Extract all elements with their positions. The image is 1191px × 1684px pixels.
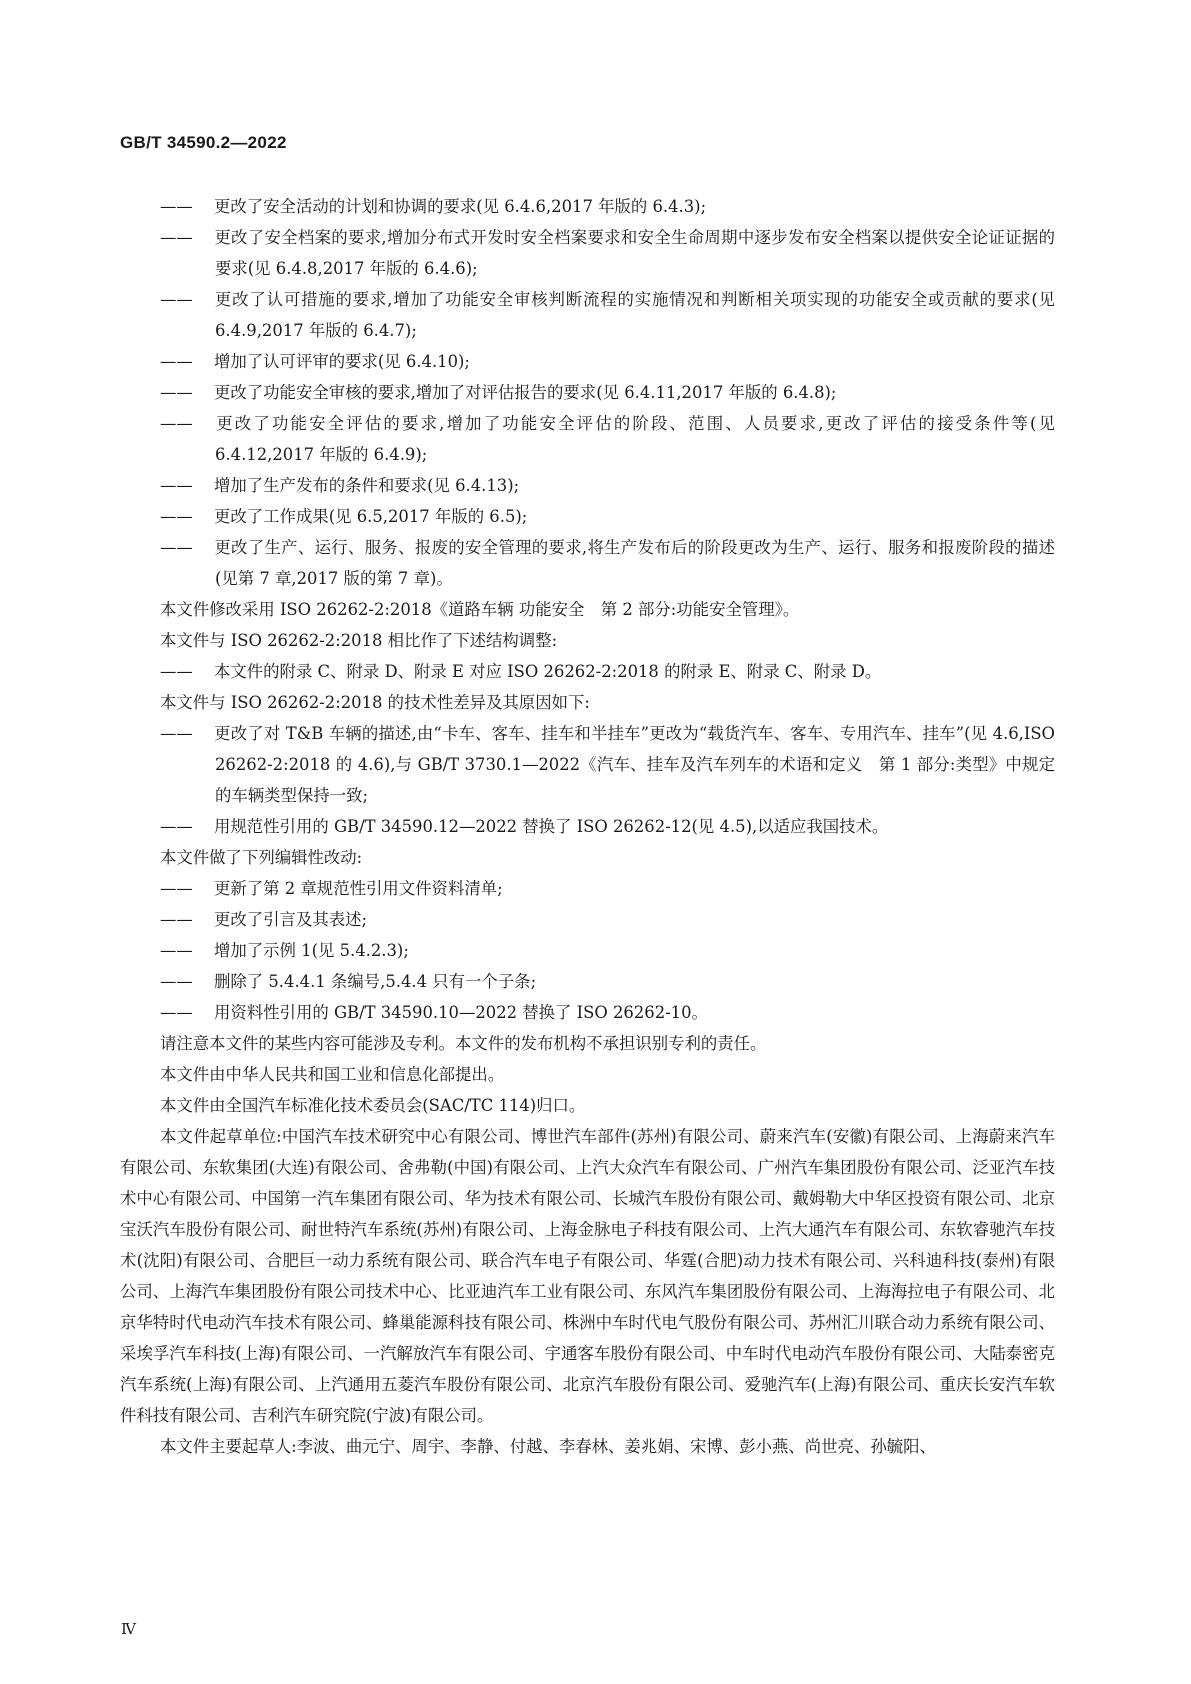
- dash: ——: [160, 228, 193, 247]
- paragraph: 本文件与 ISO 26262-2:2018 相比作了下述结构调整:: [160, 631, 558, 650]
- list-item: [160, 935, 1055, 966]
- list-item: [160, 346, 1055, 377]
- dash: ——: [160, 290, 193, 309]
- list-item: [160, 222, 1055, 284]
- list-item: [160, 997, 1055, 1028]
- document-body: [120, 191, 1055, 1462]
- item-text: 更改了安全档案的要求,增加分布式开发时安全档案要求和安全生命周期中逐步发布安全档案以提供安全论证证据的要求(见 6.4.8,2017 年版的 6.4.6);: [214, 228, 1055, 278]
- item-text: 增加了示例 1(见 5.4.2.3);: [214, 941, 409, 960]
- item-text: 删除了 5.4.4.1 条编号,5.4.4 只有一个子条;: [214, 972, 537, 991]
- paragraph: 本文件与 ISO 26262-2:2018 的技术性差异及其原因如下:: [160, 693, 590, 712]
- dash: ——: [160, 1003, 193, 1022]
- dash: ——: [160, 197, 193, 216]
- list-item: [160, 811, 1055, 842]
- list-item: [160, 408, 1055, 470]
- dash: ——: [160, 941, 193, 960]
- list-item: [160, 656, 1055, 687]
- dash: ——: [160, 724, 193, 743]
- dash: ——: [160, 879, 193, 898]
- item-text: 用资料性引用的 GB/T 34590.10—2022 替换了 ISO 26262-10。: [214, 1003, 708, 1022]
- item-text: 本文件的附录 C、附录 D、附录 E 对应 ISO 26262-2:2018 的附录 E、附录 C、附录 D。: [214, 662, 882, 681]
- list-item: [160, 718, 1055, 811]
- item-text: 更改了生产、运行、服务、报废的安全管理的要求,将生产发布后的阶段更改为生产、运行、服务和报废阶段的描述(见第 7 章,2017 版的第 7 章)。: [214, 538, 1055, 588]
- paragraph: 请注意本文件的某些内容可能涉及专利。本文件的发布机构不承担识别专利的责任。: [160, 1034, 767, 1053]
- item-text: 更改了功能安全审核的要求,增加了对评估报告的要求(见 6.4.11,2017 年版的 6.4.8);: [214, 383, 837, 402]
- item-text: 增加了生产发布的条件和要求(见 6.4.13);: [214, 476, 520, 495]
- item-text: 更改了对 T&B 车辆的描述,由“卡车、客车、挂车和半挂车”更改为“载货汽车、客车、专用汽车、挂车”(见 4.6,ISO 26262-2:2018 的 4.6),与 GB/T 3730.1—2022《汽车、挂车及汽车列车的术语和定义 第 1 部分:类型》中规定的车辆类型保持一致;: [214, 724, 1055, 805]
- item-text: 更新了第 2 章规范性引用文件资料清单;: [214, 879, 503, 898]
- dash: ——: [160, 352, 193, 371]
- dash: ——: [160, 817, 193, 836]
- dash: ——: [160, 414, 193, 433]
- drafters-paragraph: 本文件主要起草人:李波、曲元宁、周宇、李静、付越、李春林、姜兆娟、宋博、彭小燕、尚世亮、孙毓阳、: [160, 1437, 936, 1456]
- paragraph: 本文件由中华人民共和国工业和信息化部提出。: [160, 1065, 505, 1084]
- drafting-units-paragraph: 本文件起草单位:中国汽车技术研究中心有限公司、博世汽车部件(苏州)有限公司、蔚来汽车(安徽)有限公司、上海蔚来汽车有限公司、东软集团(大连)有限公司、舍弗勒(中国)有限公司、上汽大众汽车有限公司、广州汽车集团股份有限公司、泛亚汽车技术中心有限公司、中国第一汽车集团有限公司、华为技术有限公司、长城汽车股份有限公司、戴姆勒大中华区投资有限公司、北京宝沃汽车股份有限公司、耐世特汽车系统(苏州)有限公司、上海金脉电子科技有限公司、上汽大通汽车有限公司、东软睿驰汽车技术(沈阳)有限公司、合肥巨一动力系统有限公司、联合汽车电子有限公司、华霆(合肥)动力技术有限公司、兴科迪科技(泰州)有限公司、上海汽车集团股份有限公司技术中心、比亚迪汽车工业有限公司、东风汽车集团股份有限公司、上海海拉电子有限公司、北京华特时代电动汽车技术有限公司、蜂巢能源科技有限公司、株洲中车时代电气股份有限公司、苏州汇川联合动力系统有限公司、采埃孚汽车科技(上海)有限公司、一汽解放汽车有限公司、宇通客车股份有限公司、中车时代电动汽车股份有限公司、大陆泰密克汽车系统(上海)有限公司、上汽通用五菱汽车股份有限公司、北京汽车股份有限公司、爱驰汽车(上海)有限公司、重庆长安汽车软件科技有限公司、吉利汽车研究院(宁波)有限公司。: [120, 1127, 1055, 1425]
- dash: ——: [160, 910, 193, 929]
- item-text: 增加了认可评审的要求(见 6.4.10);: [214, 352, 470, 371]
- page-number: Ⅳ: [121, 1620, 136, 1638]
- item-text: 更改了安全活动的计划和协调的要求(见 6.4.6,2017 年版的 6.4.3);: [214, 197, 707, 216]
- dash: ——: [160, 507, 193, 526]
- list-item: [160, 191, 1055, 222]
- paragraph: 本文件修改采用 ISO 26262-2:2018《道路车辆 功能安全 第 2 部分:功能安全管理》。: [160, 600, 800, 619]
- list-item: [160, 532, 1055, 594]
- item-text: 更改了引言及其表述;: [214, 910, 368, 929]
- item-text: 更改了功能安全评估的要求,增加了功能安全评估的阶段、范围、人员要求,更改了评估的接受条件等(见 6.4.12,2017 年版的 6.4.9);: [214, 414, 1055, 464]
- item-text: 更改了工作成果(见 6.5,2017 年版的 6.5);: [214, 507, 528, 526]
- list-item: [160, 873, 1055, 904]
- item-text: 用规范性引用的 GB/T 34590.12—2022 替换了 ISO 26262-12(见 4.5),以适应我国技术。: [214, 817, 889, 836]
- paragraph: 本文件做了下列编辑性改动:: [160, 848, 363, 867]
- paragraph: 本文件由全国汽车标准化技术委员会(SAC/TC 114)归口。: [160, 1096, 586, 1115]
- list-item: [160, 470, 1055, 501]
- list-item: [160, 904, 1055, 935]
- dash: ——: [160, 662, 193, 681]
- dash: ——: [160, 476, 193, 495]
- dash: ——: [160, 972, 193, 991]
- dash: ——: [160, 383, 193, 402]
- dash: ——: [160, 538, 193, 557]
- list-item: [160, 284, 1055, 346]
- list-item: [160, 501, 1055, 532]
- standard-code-header: GB/T 34590.2—2022: [120, 133, 287, 152]
- item-text: 更改了认可措施的要求,增加了功能安全审核判断流程的实施情况和判断相关项实现的功能安全或贡献的要求(见 6.4.9,2017 年版的 6.4.7);: [214, 290, 1055, 340]
- list-item: [160, 966, 1055, 997]
- list-item: [160, 377, 1055, 408]
